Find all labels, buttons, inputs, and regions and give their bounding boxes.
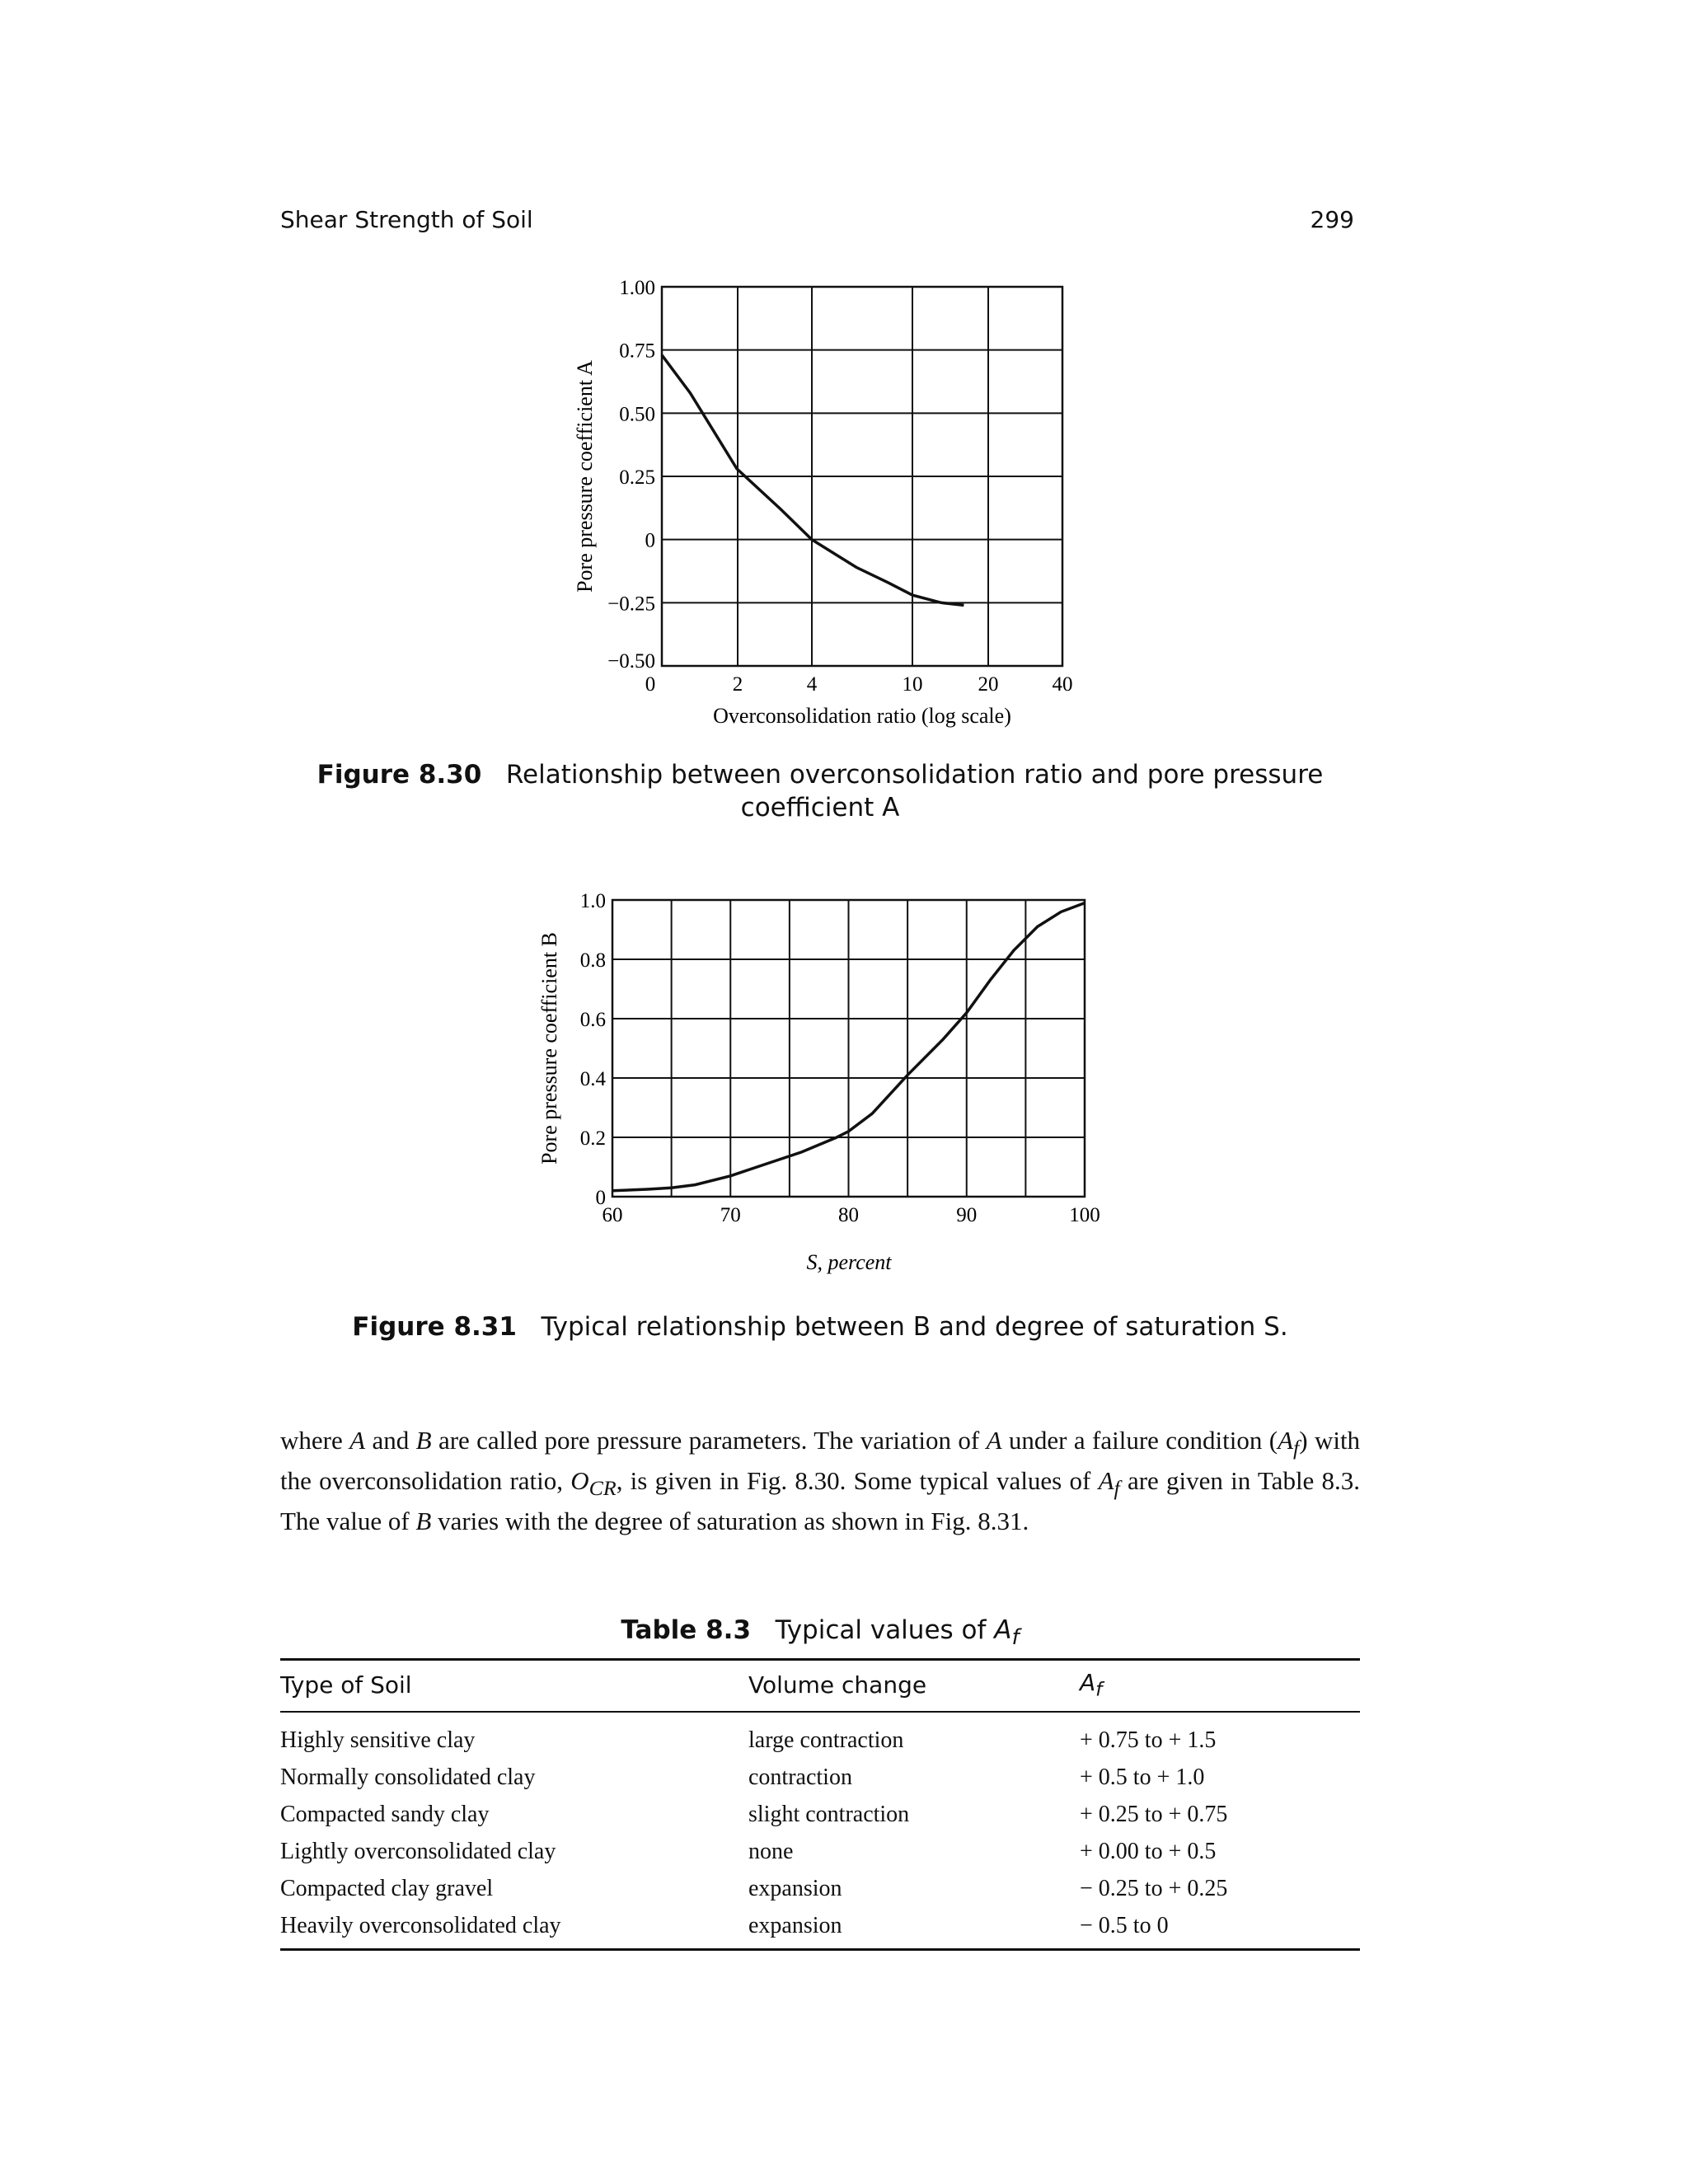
subscript-cr: CR	[588, 1476, 617, 1501]
chart-b-x-tick-label: 90	[956, 1204, 978, 1226]
header-af-sub: f	[1095, 1677, 1103, 1701]
text-run: , is given in Fig. 8.30. Some typical values of	[616, 1466, 1091, 1496]
var-a: A	[986, 1426, 1002, 1455]
table-row	[280, 1908, 1360, 1950]
text-run: and	[372, 1426, 410, 1455]
table-8-3-title-var: A	[994, 1615, 1012, 1645]
chart-a-y-tick-label: 0.25	[619, 466, 655, 489]
text-run: are called pore pressure parameters. The variation of	[438, 1426, 980, 1455]
cell-volume-change: slight contraction	[748, 1802, 910, 1828]
chart-b-y-tick-label: 1.0	[579, 890, 606, 912]
var-a: A	[349, 1426, 366, 1455]
cell-type-of-soil: Heavily overconsolidated clay	[280, 1908, 748, 1950]
table-row	[280, 1797, 1360, 1834]
subscript-f: f	[1114, 1476, 1120, 1501]
chart-b-grid	[612, 900, 1085, 1197]
chart-a-x-tick-label: 20	[978, 673, 999, 696]
var-af: A	[1098, 1466, 1114, 1496]
chart-a-y-tick-label: 0	[645, 529, 655, 552]
chart-b-x-tick-label: 100	[1069, 1204, 1100, 1226]
figure-8-30-label: Figure 8.30	[316, 760, 482, 790]
chart-a-x-tick-label: 0	[645, 673, 656, 696]
figure-8-31-caption-text: Typical relationship between B and degree of saturation S.	[541, 1312, 1288, 1342]
cell-volume-change: expansion	[748, 1876, 842, 1902]
cell-af: + 0.75 to + 1.5	[1080, 1727, 1217, 1754]
chart-b-y-tick-label: 0.2	[579, 1127, 606, 1150]
chart-b-frame	[612, 900, 1085, 1197]
cell-type-of-soil: Compacted sandy clay	[280, 1802, 490, 1828]
figure-8-31-caption	[280, 1310, 1360, 1343]
cell-volume-change: large contraction	[748, 1727, 904, 1754]
cell-volume-change: none	[748, 1839, 794, 1865]
cell-af: + 0.25 to + 0.75	[1080, 1802, 1228, 1828]
chart-b-series-line	[612, 903, 1085, 1191]
chart-a-y-tick-label: −0.50	[607, 650, 655, 673]
figure-8-31-label: Figure 8.31	[352, 1312, 517, 1342]
chart-a-x-ticks	[645, 673, 1073, 696]
chart-b-x-tick-label: 60	[602, 1204, 623, 1226]
cell-af: − 0.5 to 0	[1080, 1908, 1360, 1950]
subscript-f: f	[1293, 1436, 1300, 1460]
header-type-of-soil: Type of Soil	[280, 1660, 748, 1712]
table-row	[280, 1834, 1360, 1871]
chart-b-y-tick-label: 0.4	[579, 1068, 606, 1090]
chart-a-x-tick-label: 2	[732, 673, 743, 696]
chart-a-grid	[662, 287, 1062, 666]
var-b: B	[415, 1426, 432, 1455]
cell-type-of-soil: Normally consolidated clay	[280, 1765, 536, 1791]
cell-type-of-soil: Lightly overconsolidated clay	[280, 1839, 556, 1865]
cell-volume-change: contraction	[748, 1765, 852, 1791]
text-run: where	[280, 1426, 343, 1455]
figure-8-30-caption	[280, 758, 1360, 824]
cell-af: − 0.25 to + 0.25	[1080, 1876, 1228, 1902]
chart-b-y-ticks	[580, 890, 607, 1209]
chart-a-ylabel: Pore pressure coefficient A	[573, 360, 597, 593]
var-af: A	[1278, 1426, 1294, 1455]
figure-8-30-caption-line1: Relationship between overconsolidation ratio and pore pressure	[505, 760, 1324, 790]
chart-b-y-tick-label: 0.6	[579, 1009, 606, 1031]
table-8-3	[280, 1658, 1360, 1951]
header-volume-change: Volume change	[748, 1660, 1080, 1712]
cell-af: + 0.00 to + 0.5	[1080, 1839, 1217, 1865]
var-ocr: O	[570, 1466, 589, 1496]
chart-a-series-line	[662, 355, 964, 606]
cell-type-of-soil: Highly sensitive clay	[280, 1727, 476, 1754]
table-row	[280, 1760, 1360, 1797]
chart-a-xlabel: Overconsolidation ratio (log scale)	[713, 704, 1011, 728]
chart-b-x-ticks	[603, 1204, 1100, 1226]
chart-a-x-tick-label: 40	[1052, 673, 1073, 696]
body-paragraph	[280, 1424, 1360, 1538]
chart-a-y-ticks	[607, 277, 655, 673]
text-run: under a failure condition (	[1008, 1426, 1278, 1455]
chart-a-x-tick-label: 4	[806, 673, 818, 696]
text-run: ) with the overconsolidation ratio,	[280, 1426, 1361, 1496]
text-run: are given in Table 8.3. The value of	[280, 1466, 1361, 1536]
cell-af: + 0.5 to + 1.0	[1080, 1765, 1205, 1791]
header-af	[1080, 1660, 1360, 1712]
table-8-3-title: Typical values of	[775, 1615, 987, 1645]
chart-b-x-tick-label: 80	[838, 1204, 859, 1226]
chart-b-x-tick-label: 70	[720, 1204, 741, 1226]
header-af-var: A	[1080, 1669, 1096, 1696]
text-run: varies with the degree of saturation as shown in Fig. 8.31.	[438, 1507, 1029, 1536]
chart-b-y-tick-label: 0.8	[579, 949, 606, 972]
table-8-3-label: Table 8.3	[621, 1615, 752, 1645]
chart-b-xlabel: S, percent	[806, 1250, 892, 1274]
chart-a-x-tick-label: 10	[902, 673, 923, 696]
chart-a-y-tick-label: 0.75	[619, 340, 655, 363]
chart-b-y-tick-label: 0	[595, 1187, 606, 1209]
chart-a-y-tick-label: 0.50	[619, 403, 655, 426]
figure-8-30-caption-line2: coefficient A	[740, 793, 900, 823]
chart-a-y-tick-label: 1.00	[619, 277, 655, 299]
table-row	[280, 1712, 1360, 1760]
chart-a-y-tick-label: −0.25	[607, 593, 655, 616]
chart-a-frame	[662, 287, 1062, 666]
cell-volume-change: expansion	[748, 1908, 1080, 1950]
var-b: B	[415, 1507, 432, 1536]
page-number: 299	[1310, 206, 1354, 233]
table-row	[280, 1871, 1360, 1908]
table-header-row	[280, 1660, 1360, 1712]
chart-b-ylabel: Pore pressure coefficient B	[537, 932, 561, 1165]
table-8-3-caption	[280, 1615, 1360, 1650]
table-8-3-title-sub: f	[1011, 1625, 1020, 1651]
running-head: Shear Strength of Soil	[280, 206, 533, 233]
cell-type-of-soil: Compacted clay gravel	[280, 1876, 494, 1902]
